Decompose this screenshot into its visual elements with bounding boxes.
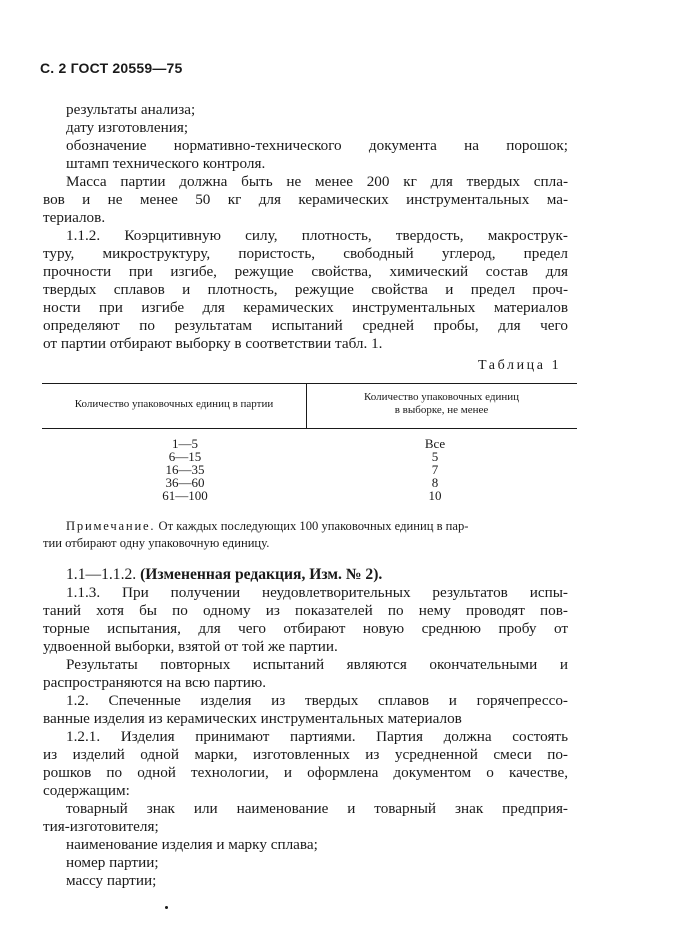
- table-header-sample-1: Количество упаковочных единиц: [363, 391, 520, 403]
- text-line: дату изготовления;: [66, 119, 189, 136]
- text-line: Результаты повторных испытаний являются окончательными и: [66, 656, 568, 673]
- table-cell-party: 61—100: [162, 488, 208, 503]
- text-line: 1.2. Спеченные изделия из твердых сплавов и горячепрессо-: [66, 692, 568, 709]
- text-line: удвоенной выборки, взятой от той же партии.: [43, 638, 338, 655]
- table-cell-party: 36—60: [165, 475, 205, 490]
- text-line: штамп технического контроля.: [66, 155, 266, 172]
- text-line: рошков по одной технологии, и оформлена документом о качестве,: [43, 764, 568, 781]
- text-line: 1.1.3. При получении неудовлетворительных результатов испы-: [66, 584, 568, 601]
- text-line: териалов.: [43, 209, 106, 226]
- text-line: из изделий одной марки, изготовленных из усредненной смеси по-: [43, 746, 568, 763]
- table-cell-sample: Все: [424, 436, 446, 451]
- text-line: туру, микроструктуру, пористость, свободный углерод, предел: [43, 245, 568, 262]
- note-label: Примечание.: [66, 519, 156, 533]
- table-cell-party: 16—35: [165, 462, 205, 477]
- table-note: [66, 518, 469, 535]
- text-line: 1.2.1. Изделия принимают партиями. Партия должна состоять: [66, 728, 568, 745]
- amendment-note: [66, 566, 382, 584]
- table-cell-sample: 5: [431, 449, 439, 464]
- text-line: содержащим:: [43, 782, 130, 799]
- text-line: Масса партии должна быть не менее 200 кг для твердых спла-: [66, 173, 568, 190]
- text-line: от партии отбирают выборку в соответствии табл. 1.: [43, 335, 383, 352]
- table-note-continued: тии отбирают одну упаковочную единицу.: [43, 536, 270, 550]
- text-line: номер партии;: [66, 854, 159, 871]
- text-line: товарный знак или наименование и товарный знак предприя-: [66, 800, 568, 817]
- table-top-rule: [42, 383, 577, 384]
- table-cell-party: 6—15: [168, 449, 202, 464]
- table-header-sample-2: в выборке, не менее: [394, 404, 489, 416]
- text-line: торные испытания, для чего отбирают новую среднюю пробу от: [43, 620, 568, 637]
- amendment-range: 1.1—1.1.2.: [66, 566, 137, 583]
- amendment-text: (Измененная редакция, Изм. № 2).: [136, 566, 383, 583]
- text-line: 1.1.2. Коэрцитивную силу, плотность, твердость, макрострук-: [66, 227, 568, 244]
- text-line: прочности при изгибе, режущие свойства, химический состав для: [43, 263, 568, 280]
- text-line: таний хотя бы по одному из показателей по нему проводят пов-: [43, 602, 568, 619]
- table-header-party: Количество упаковочных единиц в партии: [74, 398, 274, 410]
- page-header: С. 2 ГОСТ 20559—75: [40, 60, 183, 76]
- text-line: ности при изгибе для керамических инструментальных материалов: [43, 299, 568, 316]
- text-line: обозначение нормативно-технического документа на порошок;: [66, 137, 568, 154]
- text-line: вов и не менее 50 кг для керамических инструментальных ма-: [43, 191, 568, 208]
- text-line: наименование изделия и марку сплава;: [66, 836, 318, 853]
- table-cell-sample: 7: [431, 462, 439, 477]
- text-line: тия-изготовителя;: [43, 818, 159, 835]
- table-header-rule: [42, 428, 577, 429]
- table-cell-sample: 10: [428, 488, 442, 503]
- text-line: определяют по результатам испытаний средней пробы, для чего: [43, 317, 568, 334]
- scan-speck: [165, 906, 168, 909]
- table-caption: Таблица 1: [478, 358, 562, 373]
- text-line: твердых сплавов и плотность, режущие свойства и предел проч-: [43, 281, 568, 298]
- table-cell-sample: 8: [431, 475, 439, 490]
- note-text: От каждых последующих 100 упаковочных единиц в пар-: [155, 519, 469, 533]
- text-line: результаты анализа;: [66, 101, 196, 118]
- text-line: массу партии;: [66, 872, 157, 889]
- text-line: распространяются на всю партию.: [43, 674, 267, 691]
- text-line: ванные изделия из керамических инструментальных материалов: [43, 710, 462, 727]
- table-cell-party: 1—5: [172, 436, 198, 451]
